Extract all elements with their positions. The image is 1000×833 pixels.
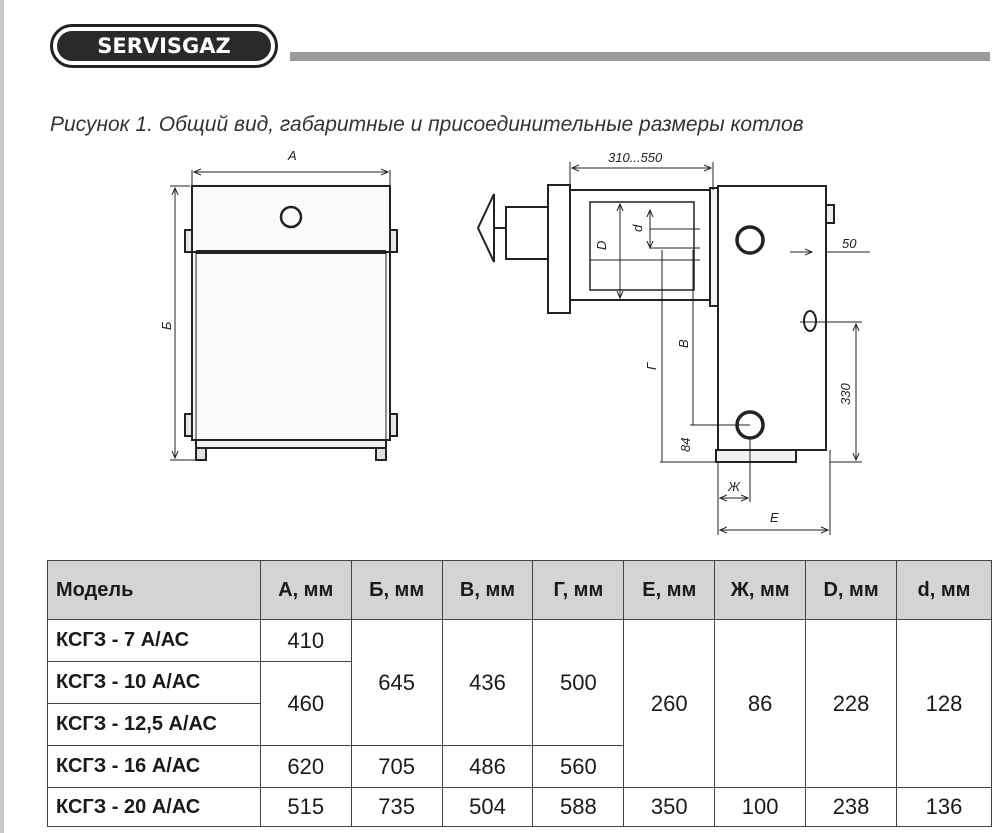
col-header-model: Модель	[48, 561, 261, 620]
dim-range	[570, 162, 713, 190]
cell-E: 350	[624, 788, 715, 827]
cell-E: 260	[624, 620, 715, 788]
model-cell: КСГЗ - 12,5 А/АС	[48, 704, 261, 746]
model-cell: КСГЗ - 20 А/АС	[48, 788, 261, 827]
label-V: В	[676, 339, 691, 348]
front-view	[185, 186, 397, 460]
label-d: d	[630, 224, 645, 232]
cell-B: 735	[351, 788, 442, 827]
cell-A: 620	[260, 746, 351, 788]
logo-text: SERVISGAZ	[57, 31, 271, 61]
cell-V: 504	[442, 788, 533, 827]
model-cell: КСГЗ - 16 А/АС	[48, 746, 261, 788]
label-50: 50	[842, 236, 857, 251]
col-header-d: d, мм	[897, 561, 992, 620]
side-view	[478, 185, 834, 462]
col-header-V: В, мм	[442, 561, 533, 620]
cell-D: 238	[806, 788, 897, 827]
col-header-D: D, мм	[806, 561, 897, 620]
label-D: D	[594, 240, 609, 250]
table-row	[48, 620, 992, 662]
col-header-Zh: Ж, мм	[715, 561, 806, 620]
cell-G: 560	[533, 746, 624, 788]
table-header-row	[48, 561, 992, 620]
cell-V: 436	[442, 620, 533, 746]
label-G: Г	[644, 362, 659, 370]
label-330: 330	[838, 383, 853, 405]
cell-D: 228	[806, 620, 897, 788]
cell-B: 705	[351, 746, 442, 788]
cell-A: 515	[260, 788, 351, 827]
label-B: Б	[159, 321, 174, 330]
cell-A: 410	[260, 620, 351, 662]
cell-G: 500	[533, 620, 624, 746]
label-Zh: Ж	[728, 479, 740, 494]
model-cell: КСГЗ - 7 А/АС	[48, 620, 261, 662]
cell-G: 588	[533, 788, 624, 827]
col-header-A: А, мм	[260, 561, 351, 620]
label-range: 310...550	[608, 150, 663, 165]
dim-A	[192, 170, 390, 186]
cell-A: 460	[260, 662, 351, 746]
model-cell: КСГЗ - 10 А/АС	[48, 662, 261, 704]
cell-B: 645	[351, 620, 442, 746]
table-row	[48, 788, 992, 827]
cell-d: 136	[897, 788, 992, 827]
col-header-G: Г, мм	[533, 561, 624, 620]
col-header-E: Е, мм	[624, 561, 715, 620]
cell-V: 486	[442, 746, 533, 788]
figure-caption: Рисунок 1. Общий вид, габаритные и присоединительные размеры котлов	[50, 113, 804, 136]
col-header-B: Б, мм	[351, 561, 442, 620]
dimensions-table	[47, 560, 992, 827]
label-84: 84	[678, 437, 693, 452]
cell-Zh: 100	[715, 788, 806, 827]
label-E: Е	[770, 510, 779, 525]
cell-d: 128	[897, 620, 992, 788]
cell-Zh: 86	[715, 620, 806, 788]
label-A: А	[288, 148, 297, 163]
